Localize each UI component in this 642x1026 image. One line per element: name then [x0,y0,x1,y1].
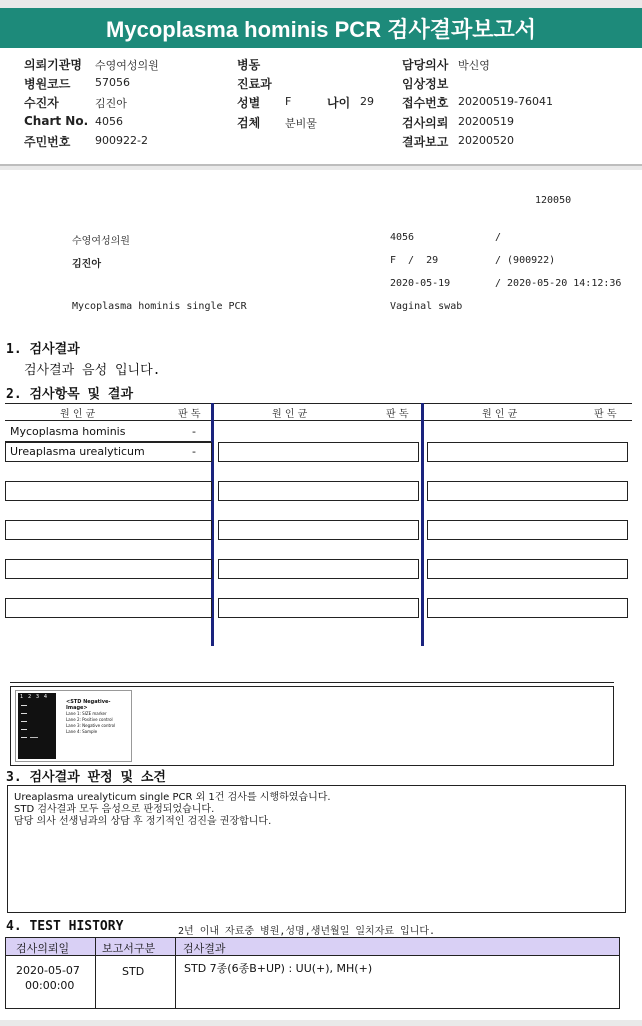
info-chart-separator: / [495,232,502,243]
gel-image-panel [15,690,132,762]
gel-title: <STD Negative-Image> [66,699,111,711]
value-requesting-institution: 수영여성의원 [95,59,159,72]
label-test-request: 검사의뢰 [402,116,449,130]
opinion-line-3: 담당 의사 선생님과의 상담 후 정기적인 검진을 권장합니다. [14,816,272,827]
opinion-box [7,785,626,913]
value-resident-number: 900922-2 [95,134,148,147]
info-sex-age: F / 29 [390,255,439,266]
gel-marker-band [21,721,27,722]
label-receipt-number: 접수번호 [402,96,449,110]
info-birth: / (900922) [495,255,556,266]
col-pathogen-3: 원 인 균 [482,409,518,420]
history-header-date: 검사의뢰일 [16,942,70,955]
table-header-line [5,420,632,421]
empty-row-box [5,520,212,540]
label-specimen: 검체 [237,116,261,130]
info-patient: 김진아 [72,259,101,270]
col-pathogen-2: 원 인 균 [272,409,308,420]
empty-row-box [218,442,419,462]
info-date-reported: / 2020-05-20 14:12:36 [495,278,622,289]
label-sex: 성별 [237,96,261,110]
col-judge-1: 판 독 [178,409,201,420]
col-pathogen-1: 원 인 균 [60,409,96,420]
empty-row-box [218,481,419,501]
history-row-result: STD 7종(6종B+UP) : UU(+), MH(+) [184,962,373,975]
value-patient: 김진아 [95,97,127,110]
column-divider-2 [421,403,424,646]
gel-marker-band [21,737,27,738]
value-hospital-code: 57056 [95,76,130,89]
col-judge-2: 판 독 [386,409,409,420]
empty-row-box [427,442,628,462]
section1-title: 1. 검사결과 [6,342,80,357]
gel-image [18,693,56,759]
gel-lane-numbers: 1 2 3 4 [20,694,48,700]
label-hospital-code: 병원코드 [24,77,71,91]
value-sex: F [285,95,292,108]
empty-row-box [5,559,212,579]
value-chart-no: 4056 [95,115,123,128]
opinion-line-2: STD 검사결과 모두 음성으로 판정되었습니다. [14,804,215,815]
value-receipt-number: 20200519-76041 [458,95,553,108]
gel-marker-band [21,713,27,714]
empty-row-box [427,559,628,579]
empty-row-box [427,598,628,618]
history-row-time: 00:00:00 [25,979,75,992]
history-note: 2년 이내 자료중 병원,성명,생년월일 일치자료 입니다. [178,926,436,937]
info-date-received: 2020-05-19 [390,278,451,289]
value-doctor: 박신영 [458,59,490,72]
label-requesting-institution: 의뢰기관명 [24,58,82,72]
result-row-1-value: - [192,425,196,438]
value-result-report: 20200520 [458,134,514,147]
empty-row-box [5,481,212,501]
opinion-line-1: Ureaplasma urealyticum single PCR 외 1건 검사를 시행하였습니다. [14,792,331,803]
value-test-request: 20200519 [458,115,514,128]
gel-legend-1: Lane 1: SIZE marker [66,711,107,716]
section4-title: 4. TEST HISTORY [6,919,124,934]
gel-legend-2: Lane 2: Positive control [66,717,113,722]
history-header-result: 검사결과 [183,942,226,955]
empty-row-box [218,598,419,618]
report-code: 120050 [535,195,572,206]
label-doctor: 담당의사 [402,58,449,72]
section3-title: 3. 검사결과 판정 및 소견 [6,770,166,785]
result-row-1-name: Mycoplasma hominis [10,425,126,438]
gel-control-band [30,737,38,738]
label-age: 나이 [327,96,351,110]
info-clinic: 수영여성의원 [72,236,130,247]
section2-title: 2. 검사항목 및 결과 [6,387,134,402]
history-table-header [5,937,620,956]
info-test-name: Mycoplasma hominis single PCR [72,301,247,312]
gel-top-line [10,682,614,683]
report-title: Mycoplasma hominis PCR 검사결과보고서 [0,8,642,48]
report-sheet [0,170,642,1020]
gel-legend-4: Lane 4: Sample [66,729,98,734]
value-age: 29 [360,95,374,108]
label-result-report: 결과보고 [402,135,449,149]
empty-row-box [5,598,212,618]
col-judge-3: 판 독 [594,409,617,420]
table-top-line [5,403,632,404]
empty-row-box [427,481,628,501]
result-row-2-name: Ureaplasma urealyticum [10,445,145,458]
empty-row-box [218,520,419,540]
empty-row-box [218,559,419,579]
gel-marker-band [21,705,27,706]
history-row-date: 2020-05-07 [16,964,80,977]
label-patient: 수진자 [24,96,59,110]
history-row-type: STD [122,965,145,978]
info-chart-no: 4056 [390,232,415,243]
label-ward: 병동 [237,58,261,72]
label-resident-number: 주민번호 [24,135,71,149]
empty-row-box [427,520,628,540]
label-chart-no: Chart No. [24,114,89,128]
section1-result-text: 검사결과 음성 입니다. [24,363,161,378]
value-specimen: 분비물 [285,117,317,130]
label-department: 진료과 [237,77,272,91]
gel-marker-band [21,729,27,730]
label-clinical-info: 임상정보 [402,77,449,91]
history-header-type: 보고서구분 [102,942,156,955]
result-row-2-value: - [192,445,196,458]
gel-legend-3: Lane 3: Negative control [66,723,116,728]
info-specimen: Vaginal swab [390,301,463,312]
header-panel [0,48,642,166]
